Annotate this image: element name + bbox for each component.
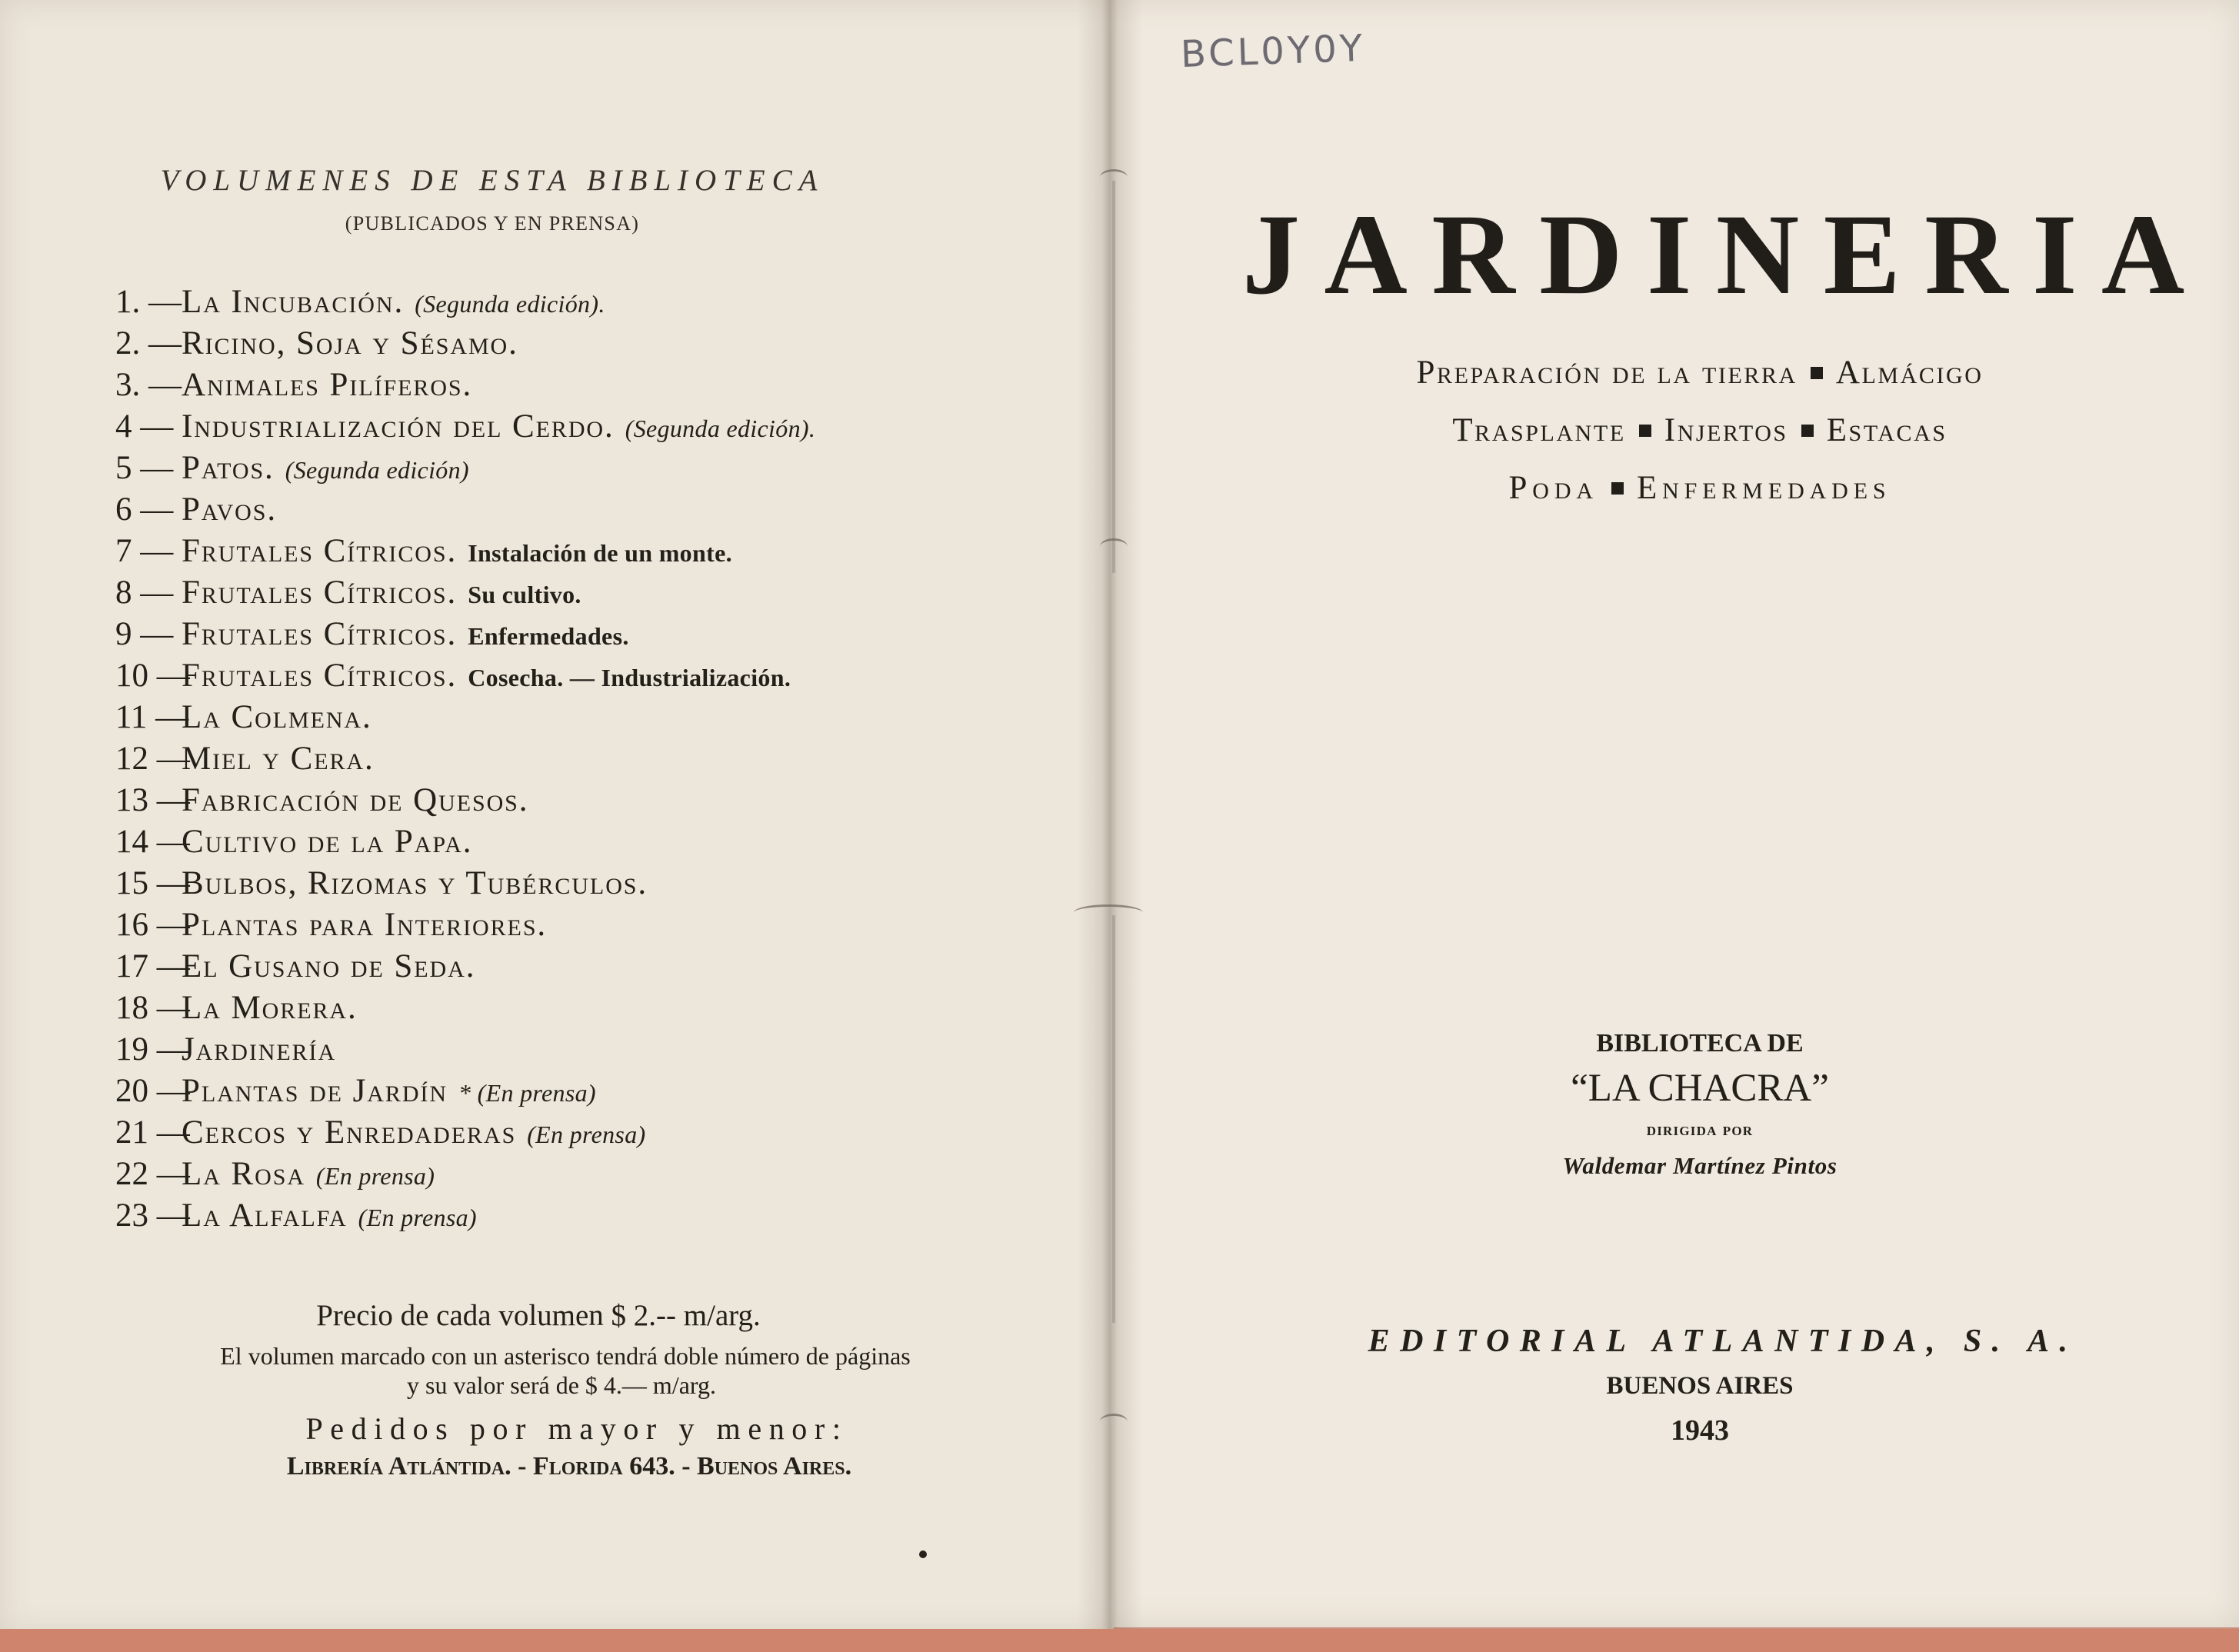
- topic-soil-preparation: Preparación de la tierra: [1416, 355, 1798, 391]
- publisher-name: EDITORIAL ATLANTIDA, S. A.: [1368, 1324, 2078, 1359]
- volume-list-item: [115, 863, 992, 904]
- ink-dot: [919, 1550, 927, 1558]
- topic-seedbed: Almácigo: [1835, 355, 1984, 391]
- square-separator-icon: [1801, 425, 1814, 437]
- volumes-heading: VOLUMENES DE ESTA BIBLIOTECA: [160, 164, 825, 197]
- publisher-city: BUENOS AIRES: [1606, 1372, 1794, 1400]
- volume-note: (En prensa): [527, 1121, 646, 1148]
- volume-number: 11 —: [115, 699, 189, 735]
- volume-number: 18 —: [115, 990, 190, 1026]
- volume-title: La Incubación.: [182, 284, 405, 320]
- volume-title: La Alfalfa: [182, 1197, 348, 1234]
- volume-list-item: [115, 572, 992, 614]
- volume-number: 3. —: [115, 367, 182, 403]
- volume-list-item: [115, 323, 992, 365]
- volume-title: Frutales Cítricos.: [182, 533, 458, 569]
- volume-note: Instalación de un monte.: [468, 539, 732, 567]
- binding-stitch-mark: [1100, 169, 1128, 185]
- volume-number: 17 —: [115, 948, 190, 984]
- volume-list-item: [115, 946, 992, 988]
- book-title: JARDINERIA: [1242, 191, 2209, 318]
- square-separator-icon: [1811, 367, 1823, 379]
- volume-note: (En prensa): [358, 1204, 477, 1231]
- volume-list-item: [115, 406, 992, 448]
- volume-list-item: [115, 821, 992, 863]
- library-label: BIBLIOTECA DE: [1596, 1029, 1804, 1057]
- volume-list-item: [115, 1071, 992, 1112]
- volume-number: 19 —: [115, 1031, 190, 1067]
- volume-title: Patos.: [182, 450, 275, 486]
- director-name: Waldemar Martínez Pintos: [1562, 1152, 1838, 1179]
- volume-list-item: [115, 365, 992, 406]
- volume-list-item: [115, 531, 992, 572]
- book-gutter: [1077, 0, 1143, 1652]
- volume-title: Bulbos, Rizomas y Tubérculos.: [182, 865, 648, 901]
- volume-list-item: [115, 738, 992, 780]
- left-page: [0, 0, 1114, 1634]
- volume-number: 6 —: [115, 491, 174, 528]
- volume-list-item: [115, 780, 992, 821]
- volume-title: Plantas para Interiores.: [182, 907, 548, 943]
- volume-title: Animales Pilíferos.: [182, 367, 473, 403]
- volume-list-item: [115, 655, 992, 697]
- volume-note: (Segunda edición): [285, 456, 469, 484]
- volume-list-item: [115, 489, 992, 531]
- volume-number: 5 —: [115, 450, 174, 486]
- volume-note: (Segunda edición).: [625, 415, 816, 442]
- square-separator-icon: [1611, 482, 1624, 495]
- volume-title: La Morera.: [182, 990, 358, 1026]
- volume-title: Fabricación de Quesos.: [182, 782, 529, 818]
- directed-by-label: dirigida por: [1646, 1120, 1754, 1140]
- orders-line: Pedidos por mayor y menor:: [305, 1411, 848, 1446]
- volume-title: Cercos y Enredaderas: [182, 1114, 517, 1151]
- volumes-subheading: (PUBLICADOS Y EN PRENSA): [345, 212, 640, 235]
- square-separator-icon: [1639, 425, 1651, 437]
- volume-list-item: [115, 1195, 992, 1237]
- volume-list-item: [115, 281, 992, 323]
- volume-number: 4 —: [115, 408, 174, 445]
- right-page: [1111, 0, 2239, 1627]
- bookshop-address: Librería Atlántida. - Florida 643. - Buenos Aires.: [286, 1452, 852, 1480]
- volume-number: 10 —: [115, 658, 190, 694]
- volume-number: 2. —: [115, 325, 182, 361]
- volume-title: Industrialización del Cerdo.: [182, 408, 615, 445]
- volume-list-item: [115, 1154, 992, 1195]
- binding-thread: [1112, 181, 1115, 573]
- volume-title: Frutales Cítricos.: [182, 575, 458, 611]
- handwritten-catalog-note: BCL0Y0Y: [1180, 26, 1366, 77]
- price-line: Precio de cada volumen $ 2.-- m/arg.: [316, 1299, 761, 1332]
- binding-stitch-mark: [1074, 904, 1143, 921]
- volume-number: 20 —: [115, 1073, 190, 1109]
- volume-title: Jardinería: [182, 1031, 337, 1067]
- topic-cuttings: Estacas: [1826, 412, 1947, 448]
- volume-note: Enfermedades.: [468, 622, 629, 650]
- volume-number: 15 —: [115, 865, 190, 901]
- volume-title: Plantas de Jardín: [182, 1073, 448, 1109]
- volume-note: Su cultivo.: [468, 581, 581, 608]
- volume-list-item: [115, 614, 992, 655]
- topic-pruning: Poda: [1508, 470, 1598, 506]
- volume-number: 9 —: [115, 616, 174, 652]
- cover-edge: [0, 1629, 2239, 1652]
- volume-number: 12 —: [115, 741, 190, 777]
- volume-list-item: [115, 1029, 992, 1071]
- volume-list-item: [115, 697, 992, 738]
- volume-number: 14 —: [115, 824, 190, 860]
- volume-number: 7 —: [115, 533, 174, 569]
- topics-line-1: [1277, 354, 2123, 391]
- volume-number: 13 —: [115, 782, 190, 818]
- volume-number: 22 —: [115, 1156, 190, 1192]
- topic-diseases: Enfermedades: [1636, 470, 1891, 506]
- binding-thread: [1112, 915, 1115, 1323]
- topics-line-2: [1277, 411, 2123, 449]
- volume-note: Cosecha. — Industrialización.: [468, 664, 791, 691]
- volume-note: (En prensa): [315, 1162, 435, 1190]
- volume-number: 1. —: [115, 284, 182, 320]
- asterisk-note-line-2: y su valor será de $ 4.— m/arg.: [407, 1371, 716, 1399]
- volume-list-item: [115, 448, 992, 489]
- volume-number: 8 —: [115, 575, 174, 611]
- volume-number: 23 —: [115, 1197, 190, 1234]
- volume-title: Cultivo de la Papa.: [182, 824, 473, 860]
- library-name: “LA CHACRA”: [1571, 1067, 1829, 1110]
- volume-title: El Gusano de Seda.: [182, 948, 476, 984]
- volume-title: Miel y Cera.: [182, 741, 375, 777]
- volume-title: Frutales Cítricos.: [182, 616, 458, 652]
- asterisk-note-line-1: El volumen marcado con un asterisco tendrá doble número de páginas: [220, 1342, 911, 1370]
- volume-title: La Rosa: [182, 1156, 305, 1192]
- binding-stitch-mark: [1100, 1414, 1128, 1430]
- volume-title: Frutales Cítricos.: [182, 658, 458, 694]
- topic-grafts: Injertos: [1664, 412, 1788, 448]
- volume-note: * (En prensa): [458, 1079, 596, 1107]
- topics-line-3: [1277, 469, 2123, 507]
- volume-list: [115, 281, 992, 1237]
- volume-title: Ricino, Soja y Sésamo.: [182, 325, 518, 361]
- volume-note: (Segunda edición).: [415, 290, 605, 318]
- volume-list-item: [115, 904, 992, 946]
- publication-year: 1943: [1671, 1414, 1729, 1447]
- binding-stitch-mark: [1100, 538, 1128, 555]
- volume-number: 21 —: [115, 1114, 190, 1151]
- volume-title: La Colmena.: [182, 699, 372, 735]
- volume-list-item: [115, 1112, 992, 1154]
- topic-transplanting: Trasplante: [1452, 412, 1626, 448]
- volume-title: Pavos.: [182, 491, 278, 528]
- volume-list-item: [115, 988, 992, 1029]
- volume-number: 16 —: [115, 907, 190, 943]
